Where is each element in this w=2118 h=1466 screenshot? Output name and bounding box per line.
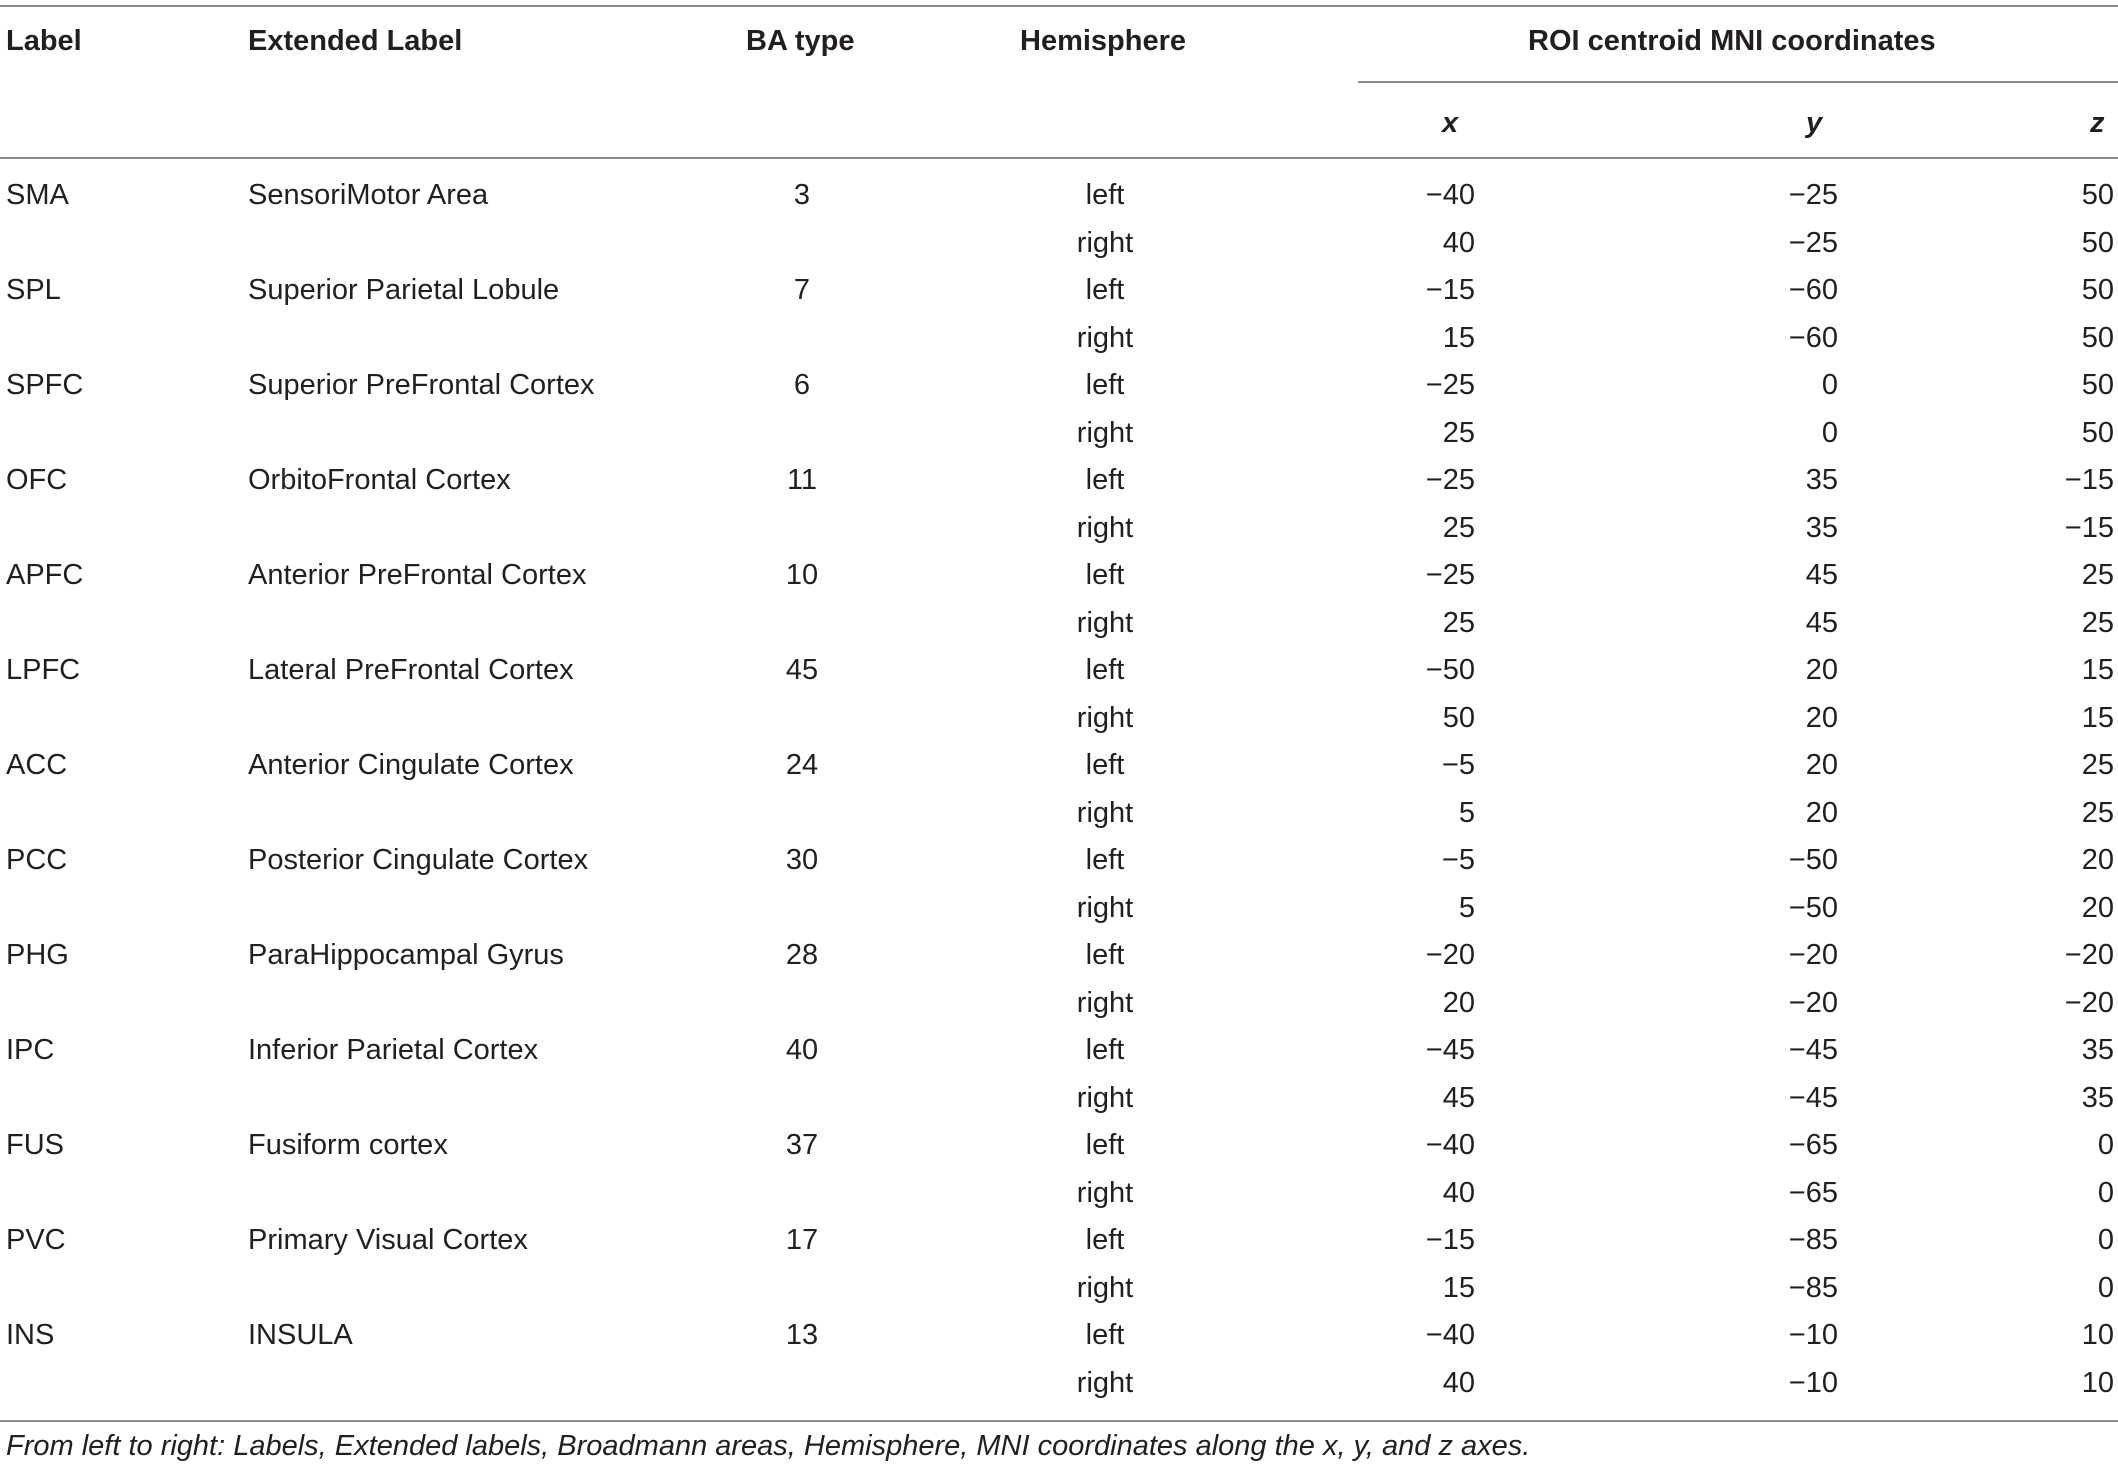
cell-y: −25 (1788, 179, 1838, 211)
cell-z: 25 (2081, 797, 2114, 829)
cell-y: −20 (1788, 987, 1838, 1019)
cell-x: 40 (1442, 1367, 1475, 1399)
cell-y: 20 (1805, 797, 1838, 829)
cell-ba-type: 30 (785, 844, 819, 876)
cell-x: 25 (1442, 607, 1475, 639)
cell-y: −60 (1788, 274, 1838, 306)
cell-extended-label: Anterior Cingulate Cortex (248, 749, 574, 781)
cell-extended-label: Anterior PreFrontal Cortex (248, 559, 587, 591)
cell-extended-label: Primary Visual Cortex (248, 1224, 528, 1256)
cell-z: 0 (2097, 1224, 2114, 1256)
cell-hemisphere: left (1085, 464, 1125, 496)
header-x: x (1442, 107, 1459, 139)
cell-x: 15 (1442, 1272, 1475, 1304)
cell-ba-type: 11 (786, 464, 818, 496)
cell-hemisphere: left (1085, 559, 1125, 591)
cell-x: 20 (1442, 987, 1475, 1019)
table-bottom-rule (0, 1420, 2118, 1422)
cell-y: 20 (1805, 749, 1838, 781)
cell-extended-label: Lateral PreFrontal Cortex (248, 654, 574, 686)
cell-z: 50 (2081, 417, 2114, 449)
cell-hemisphere: right (1076, 607, 1134, 639)
cell-y: −45 (1788, 1082, 1838, 1114)
cell-extended-label: SensoriMotor Area (248, 179, 489, 211)
cell-x: 15 (1442, 322, 1475, 354)
cell-x: −50 (1425, 654, 1475, 686)
cell-hemisphere: right (1076, 1177, 1134, 1209)
cell-x: 25 (1442, 417, 1475, 449)
cell-y: −65 (1788, 1129, 1838, 1161)
header-z: z (2090, 107, 2105, 139)
header-label: Label (6, 25, 82, 57)
cell-hemisphere: left (1085, 749, 1125, 781)
cell-hemisphere: right (1076, 227, 1134, 259)
cell-extended-label: Inferior Parietal Cortex (248, 1034, 539, 1066)
cell-hemisphere: left (1085, 1034, 1125, 1066)
cell-x: −5 (1441, 749, 1475, 781)
cell-ba-type: 40 (785, 1034, 819, 1066)
cell-y: 35 (1805, 464, 1838, 496)
header-ba-type: BA type (746, 25, 855, 57)
cell-label: OFC (6, 464, 68, 496)
cell-y: 45 (1805, 559, 1838, 591)
cell-label: PHG (6, 939, 69, 971)
cell-z: −15 (2064, 464, 2114, 496)
cell-ba-type: 37 (785, 1129, 819, 1161)
cell-z: 20 (2081, 844, 2114, 876)
cell-y: −50 (1788, 892, 1838, 924)
table-caption: From left to right: Labels, Extended labels, Broadmann areas, Hemisphere, MNI coordinates along the x, y, and z axes. (6, 1430, 1531, 1462)
cell-hemisphere: left (1085, 844, 1125, 876)
cell-y: −10 (1788, 1319, 1838, 1351)
cell-x: 50 (1442, 702, 1475, 734)
cell-hemisphere: right (1076, 1082, 1134, 1114)
cell-z: −20 (2064, 987, 2114, 1019)
cell-z: 25 (2081, 607, 2114, 639)
cell-hemisphere: left (1085, 939, 1125, 971)
cell-ba-type: 28 (785, 939, 819, 971)
cell-x: −40 (1425, 1129, 1475, 1161)
cell-x: 45 (1442, 1082, 1475, 1114)
cell-y: −45 (1788, 1034, 1838, 1066)
cell-label: PCC (6, 844, 68, 876)
cell-hemisphere: left (1085, 1129, 1125, 1161)
cell-z: 10 (2081, 1319, 2114, 1351)
cell-x: −15 (1425, 274, 1475, 306)
cell-y: 20 (1805, 654, 1838, 686)
cell-z: −20 (2064, 939, 2114, 971)
cell-label: FUS (6, 1129, 64, 1161)
cell-z: −15 (2064, 512, 2114, 544)
cell-z: 50 (2081, 274, 2114, 306)
cell-y: −85 (1788, 1224, 1838, 1256)
header-y: y (1806, 107, 1823, 139)
cell-y: −25 (1788, 227, 1838, 259)
coordinates-subheader-rule (1358, 81, 2118, 83)
header-coordinates-group: ROI centroid MNI coordinates (1528, 25, 1936, 57)
cell-hemisphere: left (1085, 369, 1125, 401)
cell-x: −25 (1425, 559, 1475, 591)
cell-hemisphere: right (1076, 987, 1134, 1019)
cell-label: SPFC (6, 369, 84, 401)
cell-extended-label: Fusiform cortex (248, 1129, 448, 1161)
cell-ba-type: 10 (785, 559, 819, 591)
cell-extended-label: Superior PreFrontal Cortex (248, 369, 595, 401)
cell-extended-label: Superior Parietal Lobule (248, 274, 560, 306)
cell-ba-type: 7 (793, 274, 811, 306)
cell-z: 0 (2097, 1129, 2114, 1161)
cell-ba-type: 17 (785, 1224, 819, 1256)
cell-extended-label: ParaHippocampal Gyrus (248, 939, 564, 971)
cell-label: SPL (6, 274, 61, 306)
cell-x: −25 (1425, 464, 1475, 496)
cell-extended-label: OrbitoFrontal Cortex (248, 464, 511, 496)
cell-z: 15 (2081, 702, 2114, 734)
cell-z: 0 (2097, 1177, 2114, 1209)
header-extended-label: Extended Label (248, 25, 463, 57)
table-header-rule (0, 157, 2118, 159)
cell-z: 50 (2081, 227, 2114, 259)
cell-z: 50 (2081, 322, 2114, 354)
cell-x: −20 (1425, 939, 1475, 971)
cell-extended-label: Posterior Cingulate Cortex (248, 844, 589, 876)
cell-label: INS (6, 1319, 55, 1351)
cell-ba-type: 13 (785, 1319, 819, 1351)
cell-z: 25 (2081, 559, 2114, 591)
cell-x: −45 (1425, 1034, 1475, 1066)
cell-hemisphere: right (1076, 322, 1134, 354)
cell-label: SMA (6, 179, 69, 211)
cell-extended-label: INSULA (248, 1319, 353, 1351)
cell-hemisphere: left (1085, 654, 1125, 686)
header-hemisphere: Hemisphere (1020, 25, 1187, 57)
cell-x: 5 (1458, 892, 1475, 924)
cell-z: 35 (2081, 1082, 2114, 1114)
cell-z: 35 (2081, 1034, 2114, 1066)
cell-hemisphere: right (1076, 797, 1134, 829)
cell-y: 0 (1821, 369, 1838, 401)
cell-x: 25 (1442, 512, 1475, 544)
cell-y: 35 (1805, 512, 1838, 544)
cell-label: LPFC (6, 654, 81, 686)
cell-y: −60 (1788, 322, 1838, 354)
cell-hemisphere: left (1085, 274, 1125, 306)
cell-y: 45 (1805, 607, 1838, 639)
table-top-rule (0, 5, 2118, 7)
cell-x: −5 (1441, 844, 1475, 876)
cell-x: −40 (1425, 179, 1475, 211)
cell-hemisphere: left (1085, 1224, 1125, 1256)
cell-label: APFC (6, 559, 84, 591)
cell-hemisphere: left (1085, 1319, 1125, 1351)
cell-label: IPC (6, 1034, 55, 1066)
cell-hemisphere: right (1076, 702, 1134, 734)
cell-z: 15 (2081, 654, 2114, 686)
cell-hemisphere: right (1076, 417, 1134, 449)
cell-x: −25 (1425, 369, 1475, 401)
cell-y: −50 (1788, 844, 1838, 876)
cell-y: −85 (1788, 1272, 1838, 1304)
cell-z: 20 (2081, 892, 2114, 924)
cell-x: −15 (1425, 1224, 1475, 1256)
cell-hemisphere: left (1085, 179, 1125, 211)
cell-ba-type: 24 (785, 749, 819, 781)
cell-ba-type: 3 (793, 179, 811, 211)
cell-x: −40 (1425, 1319, 1475, 1351)
cell-label: ACC (6, 749, 68, 781)
cell-z: 50 (2081, 369, 2114, 401)
cell-x: 5 (1458, 797, 1475, 829)
cell-z: 25 (2081, 749, 2114, 781)
cell-hemisphere: right (1076, 892, 1134, 924)
cell-y: −65 (1788, 1177, 1838, 1209)
cell-y: −10 (1788, 1367, 1838, 1399)
cell-x: 40 (1442, 1177, 1475, 1209)
cell-ba-type: 45 (785, 654, 819, 686)
cell-z: 50 (2081, 179, 2114, 211)
cell-z: 10 (2081, 1367, 2114, 1399)
cell-z: 0 (2097, 1272, 2114, 1304)
cell-y: 0 (1821, 417, 1838, 449)
cell-y: −20 (1788, 939, 1838, 971)
cell-hemisphere: right (1076, 512, 1134, 544)
cell-x: 40 (1442, 227, 1475, 259)
cell-ba-type: 6 (793, 369, 811, 401)
cell-hemisphere: right (1076, 1272, 1134, 1304)
cell-hemisphere: right (1076, 1367, 1134, 1399)
cell-y: 20 (1805, 702, 1838, 734)
cell-label: PVC (6, 1224, 66, 1256)
